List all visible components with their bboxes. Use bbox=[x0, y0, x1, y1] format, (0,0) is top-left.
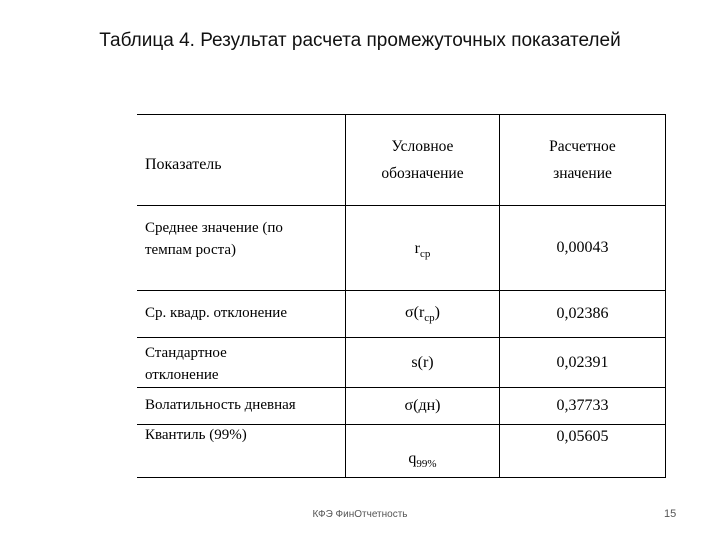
row-indicator-line1: Стандартное bbox=[145, 345, 227, 361]
row-value: 0,02386 bbox=[500, 291, 666, 338]
table-row bbox=[137, 424, 666, 477]
symbol-main: q bbox=[408, 449, 417, 467]
row-indicator-line2: отклонение bbox=[145, 366, 219, 383]
header-value-line1: Расчетное bbox=[549, 137, 616, 155]
symbol-main: r bbox=[414, 240, 420, 258]
results-table bbox=[137, 114, 666, 478]
symbol-subscript: ср bbox=[419, 248, 431, 261]
row-symbol bbox=[346, 424, 500, 477]
row-symbol: s(r) bbox=[346, 338, 500, 388]
symbol-subscript: 99% bbox=[416, 457, 437, 470]
header-symbol-line2: обозначение bbox=[381, 165, 464, 182]
table-row bbox=[137, 387, 666, 424]
row-indicator: Ср. квадр. отклонение bbox=[137, 291, 346, 338]
page-number: 15 bbox=[664, 508, 677, 520]
header-symbol-line1: Условное bbox=[391, 137, 454, 155]
row-value: 0,02391 bbox=[500, 338, 666, 388]
row-indicator-line2: темпам роста) bbox=[145, 241, 237, 258]
header-indicator: Показатель bbox=[137, 115, 346, 206]
header-value-line2: значение bbox=[553, 165, 612, 182]
table-row bbox=[137, 291, 666, 338]
footer-text: КФЭ ФинОтчетность bbox=[312, 509, 408, 520]
row-indicator bbox=[137, 206, 346, 291]
header-symbol bbox=[346, 115, 500, 206]
table-row bbox=[137, 206, 666, 291]
table-row bbox=[137, 338, 666, 388]
row-indicator bbox=[137, 338, 346, 388]
row-symbol bbox=[346, 206, 500, 291]
table-header-row bbox=[137, 115, 666, 206]
row-value: 0,00043 bbox=[500, 206, 666, 291]
row-symbol: σ(дн) bbox=[346, 387, 500, 424]
row-indicator: Волатильность дневная bbox=[137, 387, 346, 424]
symbol-subscript: ср bbox=[424, 312, 435, 325]
row-value: 0,37733 bbox=[500, 387, 666, 424]
symbol-suffix: ) bbox=[434, 304, 440, 322]
symbol-main: σ(r bbox=[405, 304, 425, 322]
row-indicator: Квантиль (99%) bbox=[137, 424, 346, 477]
slide-title: Таблица 4. Результат расчета промежуточных показателей bbox=[99, 30, 621, 51]
row-symbol bbox=[346, 291, 500, 338]
row-value: 0,05605 bbox=[500, 424, 666, 477]
header-value bbox=[500, 115, 666, 206]
row-indicator-line1: Среднее значение (по bbox=[145, 220, 283, 236]
